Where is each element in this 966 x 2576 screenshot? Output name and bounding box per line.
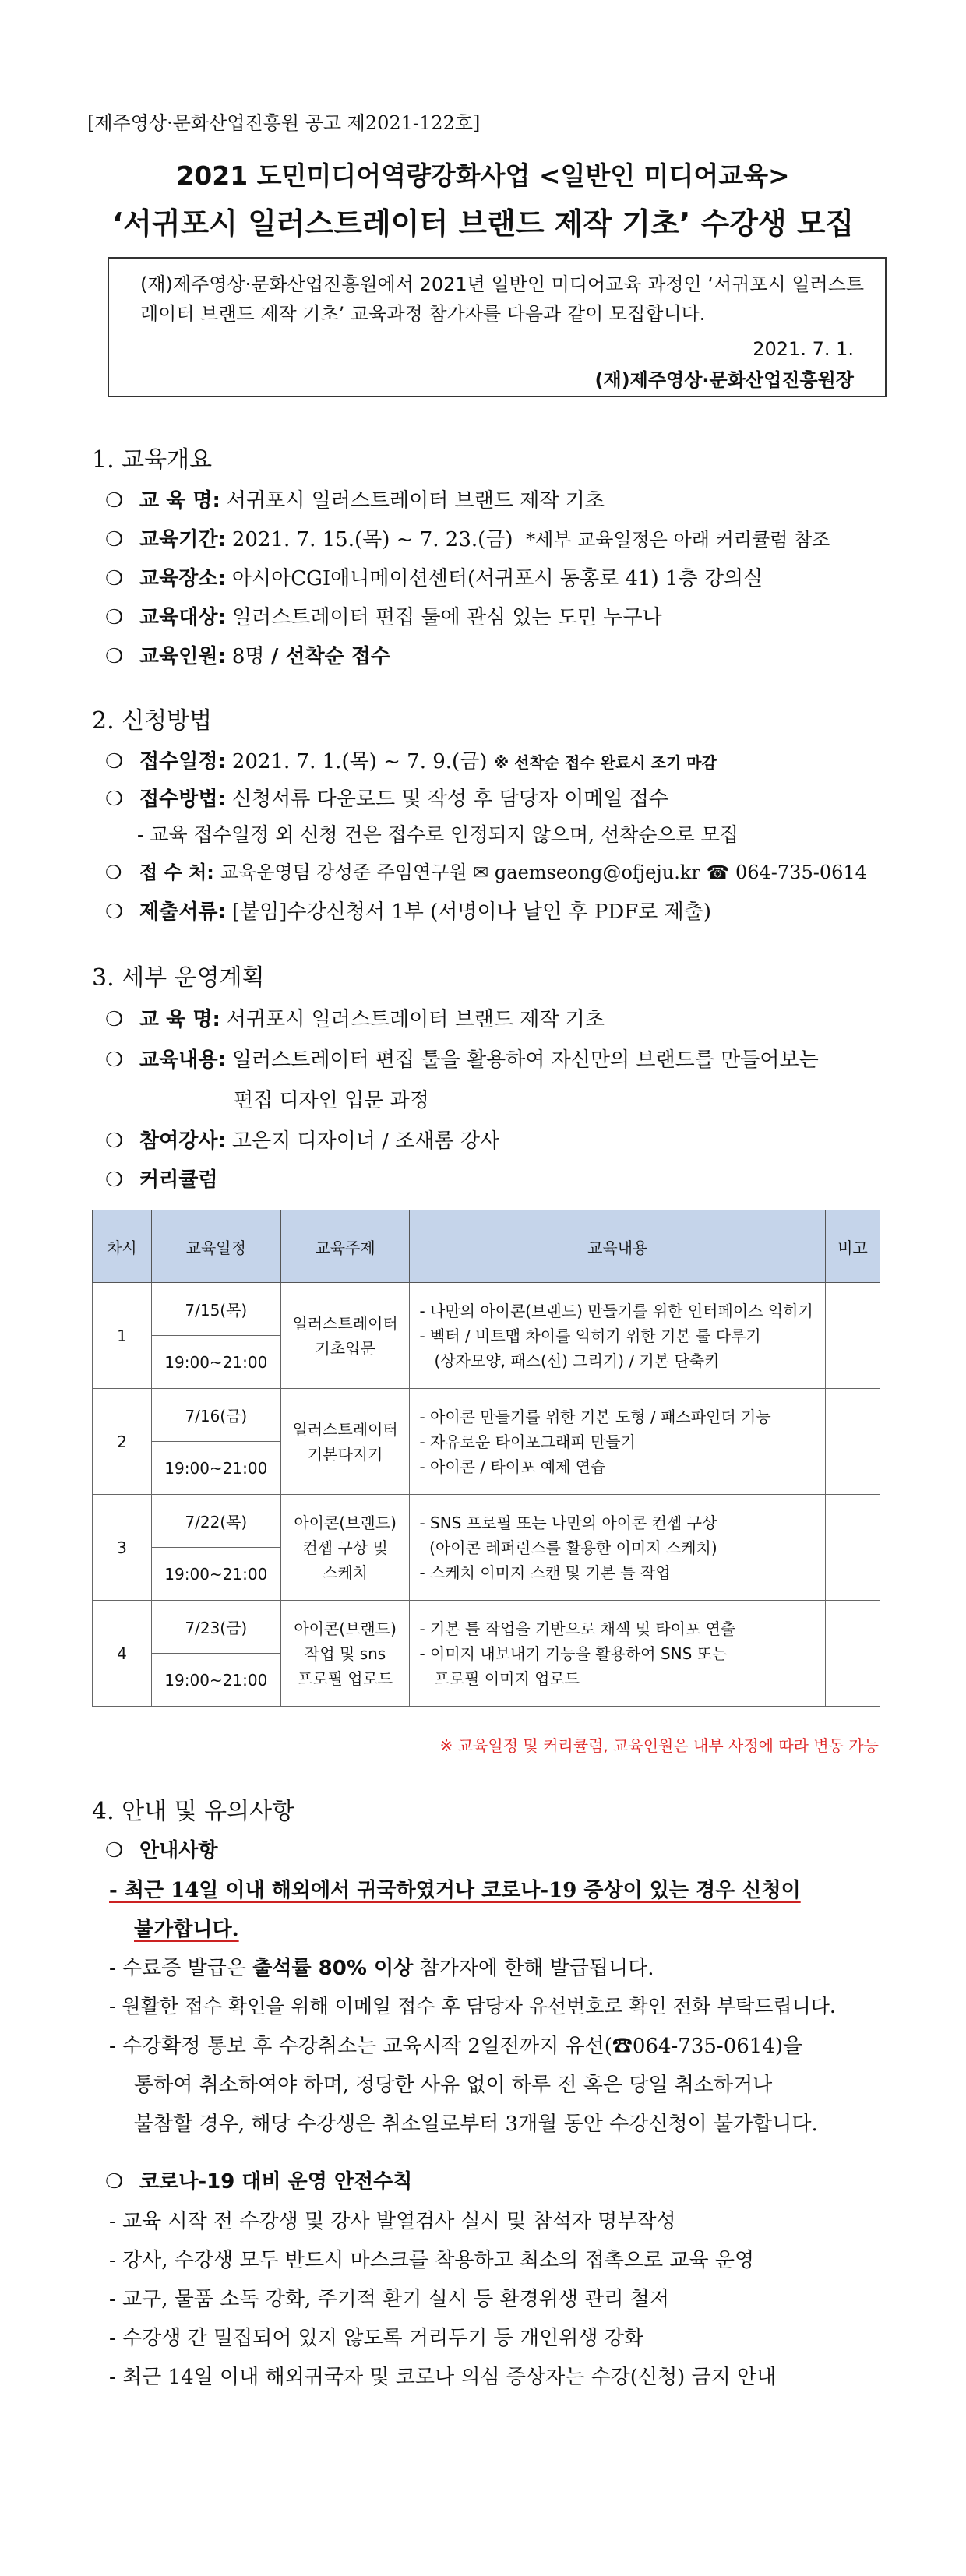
col-header-date: 교육일정: [151, 1210, 280, 1283]
session-topic: 일러스트레이터 기본다지기: [280, 1389, 410, 1495]
guide-item-certificate: - 수료증 발급은 출석률 80% 이상 참가자에 한해 발급됩니다.: [109, 1957, 654, 1980]
s1-item-name: ❍ 교 육 명: 서귀포시 일러스트레이터 브랜드 제작 기초: [105, 489, 605, 513]
guide-item-cancel-cont2: 불참할 경우, 해당 수강생은 취소일로부터 3개월 동안 수강신청이 불가합니다.: [134, 2113, 818, 2136]
table-row: [93, 1389, 880, 1442]
section3-heading: 3. 세부 운영계획: [92, 964, 265, 992]
s2-method: ❍ 접수방법: 신청서류 다운로드 및 작성 후 담당자 이메일 접수: [105, 788, 669, 811]
col-header-note: 비고: [826, 1210, 880, 1283]
session-content: - 기본 틀 작업을 기반으로 채색 및 타이포 연출 - 이미지 내보내기 기능을 활용하여 SNS 또는 프로필 이미지 업로드: [410, 1601, 826, 1707]
session-number: 3: [93, 1495, 152, 1601]
intro-box: [108, 257, 887, 397]
guide-item-cancel: - 수강확정 통보 후 수강취소는 교육시작 2일전까지 유선(☎064-735-0614)을: [109, 2035, 803, 2058]
s2-method-sub: - 교육 접수일정 외 신청 건은 접수로 인정되지 않으며, 선착순으로 모집: [137, 823, 739, 846]
table-row: [93, 1283, 880, 1336]
s1-item-period: ❍ 교육기간: 2021. 7. 15.(목) ~ 7. 23.(금) *세부 교육일정은 아래 커리큘럼 참조: [105, 528, 830, 551]
session-date: 7/23(금): [151, 1601, 280, 1654]
session-content: - 나만의 아이콘(브랜드) 만들기를 위한 인터페이스 익히기 - 벡터 / 비트맵 차이를 익히기 위한 기본 툴 다루기 (상자모양, 패스(선) 그리기) / 기본 단축키: [410, 1283, 826, 1389]
s2-schedule: ❍ 접수일정: 2021. 7. 1.(목) ~ 7. 9.(금) ※ 선착순 접수 완료시 조기 마감: [105, 750, 717, 774]
guide-item-covid-cont: 불가합니다.: [134, 1918, 239, 1941]
session-note: [826, 1389, 880, 1495]
col-header-topic: 교육주제: [280, 1210, 410, 1283]
table-row: [93, 1601, 880, 1654]
session-time: 19:00~21:00: [151, 1548, 280, 1601]
covid-item: - 교육 시작 전 수강생 및 강사 발열검사 실시 및 참석자 명부작성: [109, 2210, 676, 2233]
s2-contact: ❍ 접 수 처: 교육운영팀 강성준 주임연구원 ✉ gaemseong@ofjeju.kr ☎ 064-735-0614: [105, 862, 867, 883]
session-topic: 아이콘(브랜드) 컨셉 구상 및 스케치: [280, 1495, 410, 1601]
guide-item-cancel-cont1: 통하여 취소하여야 하며, 정당한 사유 없이 하루 전 혹은 당일 취소하거나: [134, 2074, 773, 2097]
session-date: 7/15(목): [151, 1283, 280, 1336]
title-line1: 2021 도민미디어역량강화사업 <일반인 미디어교육>: [176, 160, 790, 191]
s1-item-target: ❍ 교육대상: 일러스트레이터 편집 툴에 관심 있는 도민 누구나: [105, 606, 662, 629]
guide-item-covid: - 최근 14일 이내 해외에서 귀국하였거나 코로나-19 증상이 있는 경우 신청이: [109, 1879, 801, 1902]
session-note: [826, 1283, 880, 1389]
table-row: [93, 1495, 880, 1548]
col-header-content: 교육내용: [410, 1210, 826, 1283]
s4-covid-label: ❍ 코로나-19 대비 운영 안전수칙: [105, 2170, 413, 2194]
session-note: [826, 1601, 880, 1707]
section1-heading: 1. 교육개요: [92, 446, 213, 474]
intro-date: 2021. 7. 1.: [753, 338, 854, 360]
s1-item-count: ❍ 교육인원: 8명 / 선착순 접수: [105, 645, 390, 668]
s4-guide-label: ❍ 안내사항: [105, 1839, 218, 1862]
col-header-session: 차시: [93, 1210, 152, 1283]
covid-item: - 수강생 간 밀집되어 있지 않도록 거리두기 등 개인위생 강화: [109, 2327, 643, 2350]
session-content: - 아이콘 만들기를 위한 기본 도형 / 패스파인더 기능 - 자유로운 타이포그래피 만들기 - 아이콘 / 타이포 예제 연습: [410, 1389, 826, 1495]
s1-item-place: ❍ 교육장소: 아시아CGI애니메이션센터(서귀포시 동홍로 41) 1층 강의실: [105, 567, 763, 590]
intro-text: (재)제주영상·문화산업진흥원에서 2021년 일반인 미디어교육 과정인 ‘서귀포시 일러스트레이터 브랜드 제작 기초’ 교육과정 참가자를 다음과 같이 모집합니다.: [140, 273, 865, 325]
title-line2: ‘서귀포시 일러스트레이터 브랜드 제작 기초’ 수강생 모집: [111, 206, 855, 241]
s2-docs: ❍ 제출서류: [붙임]수강신청서 1부 (서명이나 날인 후 PDF로 제출): [105, 900, 712, 924]
notice-number: [제주영상·문화산업진흥원 공고 제2021-122호]: [87, 112, 481, 134]
covid-item: - 교구, 물품 소독 강화, 주기적 환기 실시 등 환경위생 관리 철저: [109, 2288, 670, 2311]
covid-item: - 최근 14일 이내 해외귀국자 및 코로나 의심 증상자는 수강(신청) 금지 안내: [109, 2366, 777, 2389]
session-number: 2: [93, 1389, 152, 1495]
session-date: 7/16(금): [151, 1389, 280, 1442]
s3-lecturer: ❍ 참여강사: 고은지 디자이너 / 조새롬 강사: [105, 1129, 500, 1153]
session-time: 19:00~21:00: [151, 1654, 280, 1707]
section2-heading: 2. 신청방법: [92, 707, 213, 735]
s3-content: ❍ 교육내용: 일러스트레이터 편집 툴을 활용하여 자신만의 브랜드를 만들어보는: [105, 1048, 819, 1072]
s3-curriculum: ❍ 커리큘럼: [105, 1168, 218, 1192]
curriculum-table: [92, 1210, 880, 1707]
session-number: 4: [93, 1601, 152, 1707]
session-time: 19:00~21:00: [151, 1336, 280, 1389]
table-header-row: [93, 1210, 880, 1283]
session-date: 7/22(목): [151, 1495, 280, 1548]
table-footnote: ※ 교육일정 및 커리큘럼, 교육인원은 내부 사정에 따라 변동 가능: [439, 1736, 879, 1755]
s3-content-cont: 편집 디자인 입문 과정: [234, 1089, 429, 1112]
session-number: 1: [93, 1283, 152, 1389]
session-note: [826, 1495, 880, 1601]
section4-heading: 4. 안내 및 유의사항: [92, 1798, 295, 1825]
s3-name: ❍ 교 육 명: 서귀포시 일러스트레이터 브랜드 제작 기초: [105, 1008, 605, 1031]
covid-item: - 강사, 수강생 모두 반드시 마스크를 착용하고 최소의 접촉으로 교육 운영: [109, 2249, 755, 2272]
session-time: 19:00~21:00: [151, 1442, 280, 1495]
intro-org: (재)제주영상·문화산업진흥원장: [594, 369, 854, 391]
session-topic: 일러스트레이터 기초입문: [280, 1283, 410, 1389]
session-content: - SNS 프로필 또는 나만의 아이콘 컨셉 구상 (아이콘 레퍼런스를 활용한 이미지 스케치) - 스케치 이미지 스캔 및 기본 틀 작업: [410, 1495, 826, 1601]
guide-item-confirm: - 원활한 접수 확인을 위해 이메일 접수 후 담당자 유선번호로 확인 전화 부탁드립니다.: [109, 1995, 836, 2017]
session-topic: 아이콘(브랜드) 작업 및 sns 프로필 업로드: [280, 1601, 410, 1707]
